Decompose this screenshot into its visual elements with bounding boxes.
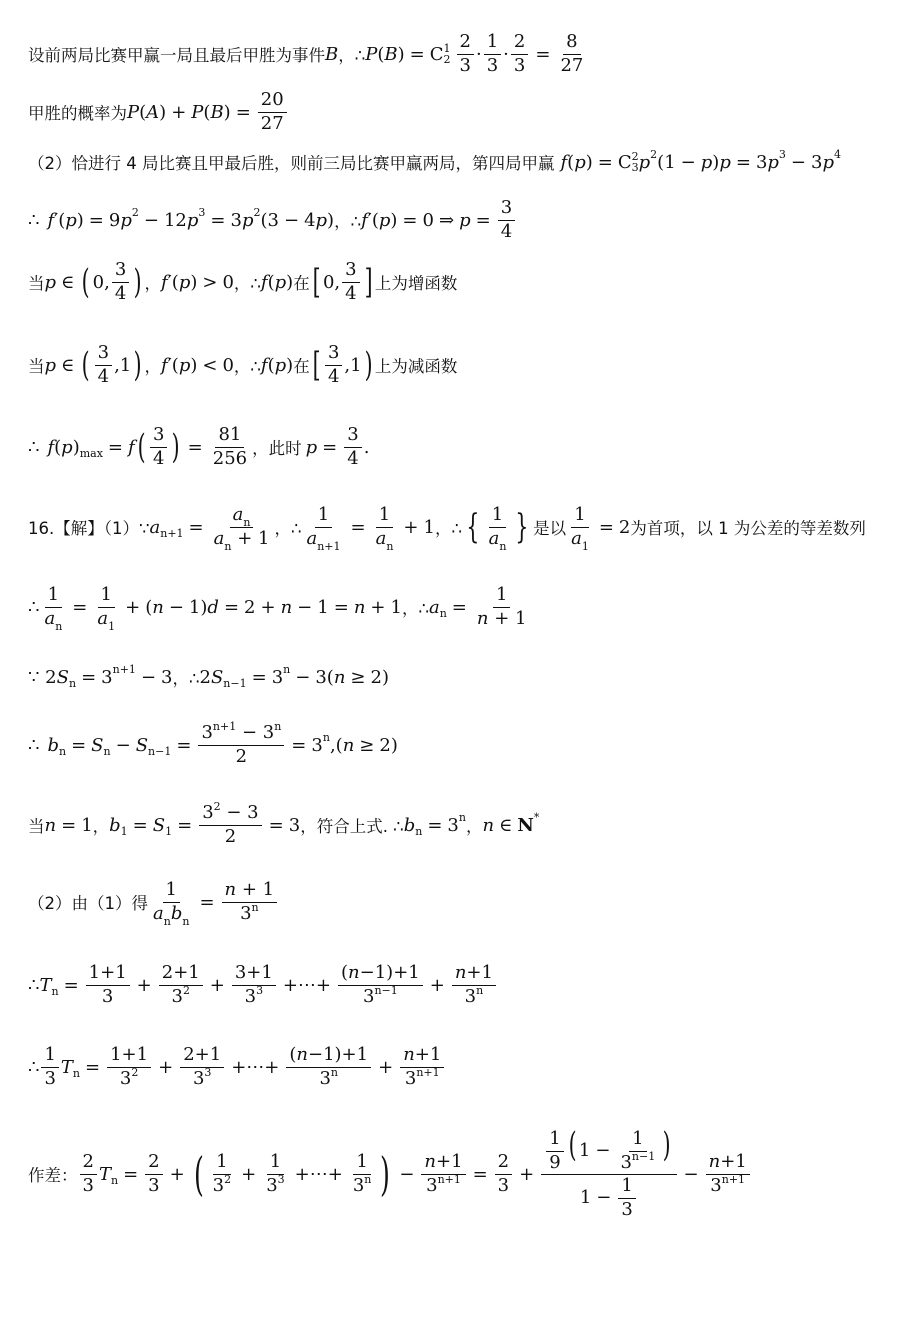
line-part2-setup: （2）由（1）得 $\frac{1}{a_nb_n}$ = $\frac{n + 1}{3^n}$ [28, 880, 279, 924]
line-third-tn: ∴ $\frac{1}{3}$ T n = $\frac{1+1}{3^2}$ + $\frac{2+1}{3^3}$ +⋯+ $\frac{(n-1)+1}{3^n}$ + $\frac{n+1}{3^{n+1}}$ [28, 1045, 446, 1089]
line-prob-total: 甲胜的概率为 P ( A ) + P ( B ) = $\frac{20}{27}$ [28, 90, 289, 134]
line-part2-intro: （2）恰进行 4 局比赛且甲最后胜，则前三局比赛甲赢两局，第四局甲赢 f ( p ) = C 2 3 p 2 (1 − p ) p = 3 p 3 − 3 p 4 [28, 147, 841, 174]
line-maximum: ∴ f ( p ) max = f ( $\frac{3}{4}$ ) = $\frac{81}{256}$ ，此时 p = $\frac{3}{4}$ . [28, 424, 370, 469]
line-bn: ∴ b n = S n − S n−1 = $\frac{3^{n+1} - 3^n}{2}$ = 3 n ,( n ≥ 2) [28, 720, 398, 767]
line-derivative: ∴ f ′( p ) = 9 p 2 − 12 p 3 = 3 p 2 (3 − 4 p ) ，∴ f ′( p ) = 0 ⇒ p = $\frac{3}{4}$ [28, 198, 517, 242]
line-n-equals-1: 当 n = 1 ， b 1 = S 1 = $\frac{3^2 - 3}{2}$ = 3 ，符合上式. ∴ b n = 3 n ， n ∈ N * [28, 800, 540, 847]
line-tn-sum: ∴ T n = $\frac{1+1}{3}$ + $\frac{2+1}{3^2}$ + $\frac{3+1}{3^3}$ +⋯+ $\frac{(n-1)+1}{3^{n-1}}$ + $\frac{n+1}{3^n}$ [28, 963, 498, 1007]
line-event-b: 设前两局比赛甲赢一局且最后甲胜为事件 B ，∴ P ( B ) = C 1 2 $\frac{2}{3}$ · $\frac{1}{3}$ · $\frac{2}{3}$ = $\frac{8}{27}$ [28, 31, 584, 76]
line-difference: 作差： $\frac{2}{3}$ T n = $\frac{2}{3}$ + ( $\frac{1}{3^2}$ + $\frac{1}{3^3}$ +⋯+ $\frac{1}{3^n}$ ) − $\frac{n+1}{3^{n+1}}$ = $\frac{2}{3}$ + $\frac{1}{9}$ ( 1 − $\frac{1}{3^{n-1}}$ ) 1 − $\frac{1}{3}$ − $\frac{n+1}{3^{n+1}}$ [28, 1128, 752, 1221]
line-decreasing: 当 p ∈ ( $\frac{3}{4}$ ,1 ) ， f ′( p ) < 0 ，∴ f ( p ) 在 [ $\frac{3}{4}$ ,1 ) 上为减函数 [28, 342, 458, 387]
line-an-formula: ∴ $\frac{1}{a_n}$ = $\frac{1}{a_1}$ + ( n − 1) d = 2 + n − 1 = n + 1 ，∴ a n = $\frac{1}{n + 1}$ [28, 584, 527, 633]
line-sn: ∵ 2 S n = 3 n+1 − 3 ，∴ 2 S n−1 = 3 n − 3( n ≥ 2) [28, 662, 389, 690]
line-problem16-part1: 16.【解】（1）∵ a n+1 = $\frac{a_n}{a_n + 1}$ ，∴ $\frac{1}{a_{n+1}}$ = $\frac{1}{a_n}$ + 1 ，∴ { $\frac{1}{a_n}$ } 是以 $\frac{1}{a_1}$ = 2 为首项，以 1 为公差的等差数列 [28, 504, 866, 553]
line-increasing: 当 p ∈ ( 0, $\frac{3}{4}$ ) ， f ′( p ) > 0 ，∴ f ( p ) 在 [ 0, $\frac{3}{4}$ ] 上为增函数 [28, 259, 458, 304]
